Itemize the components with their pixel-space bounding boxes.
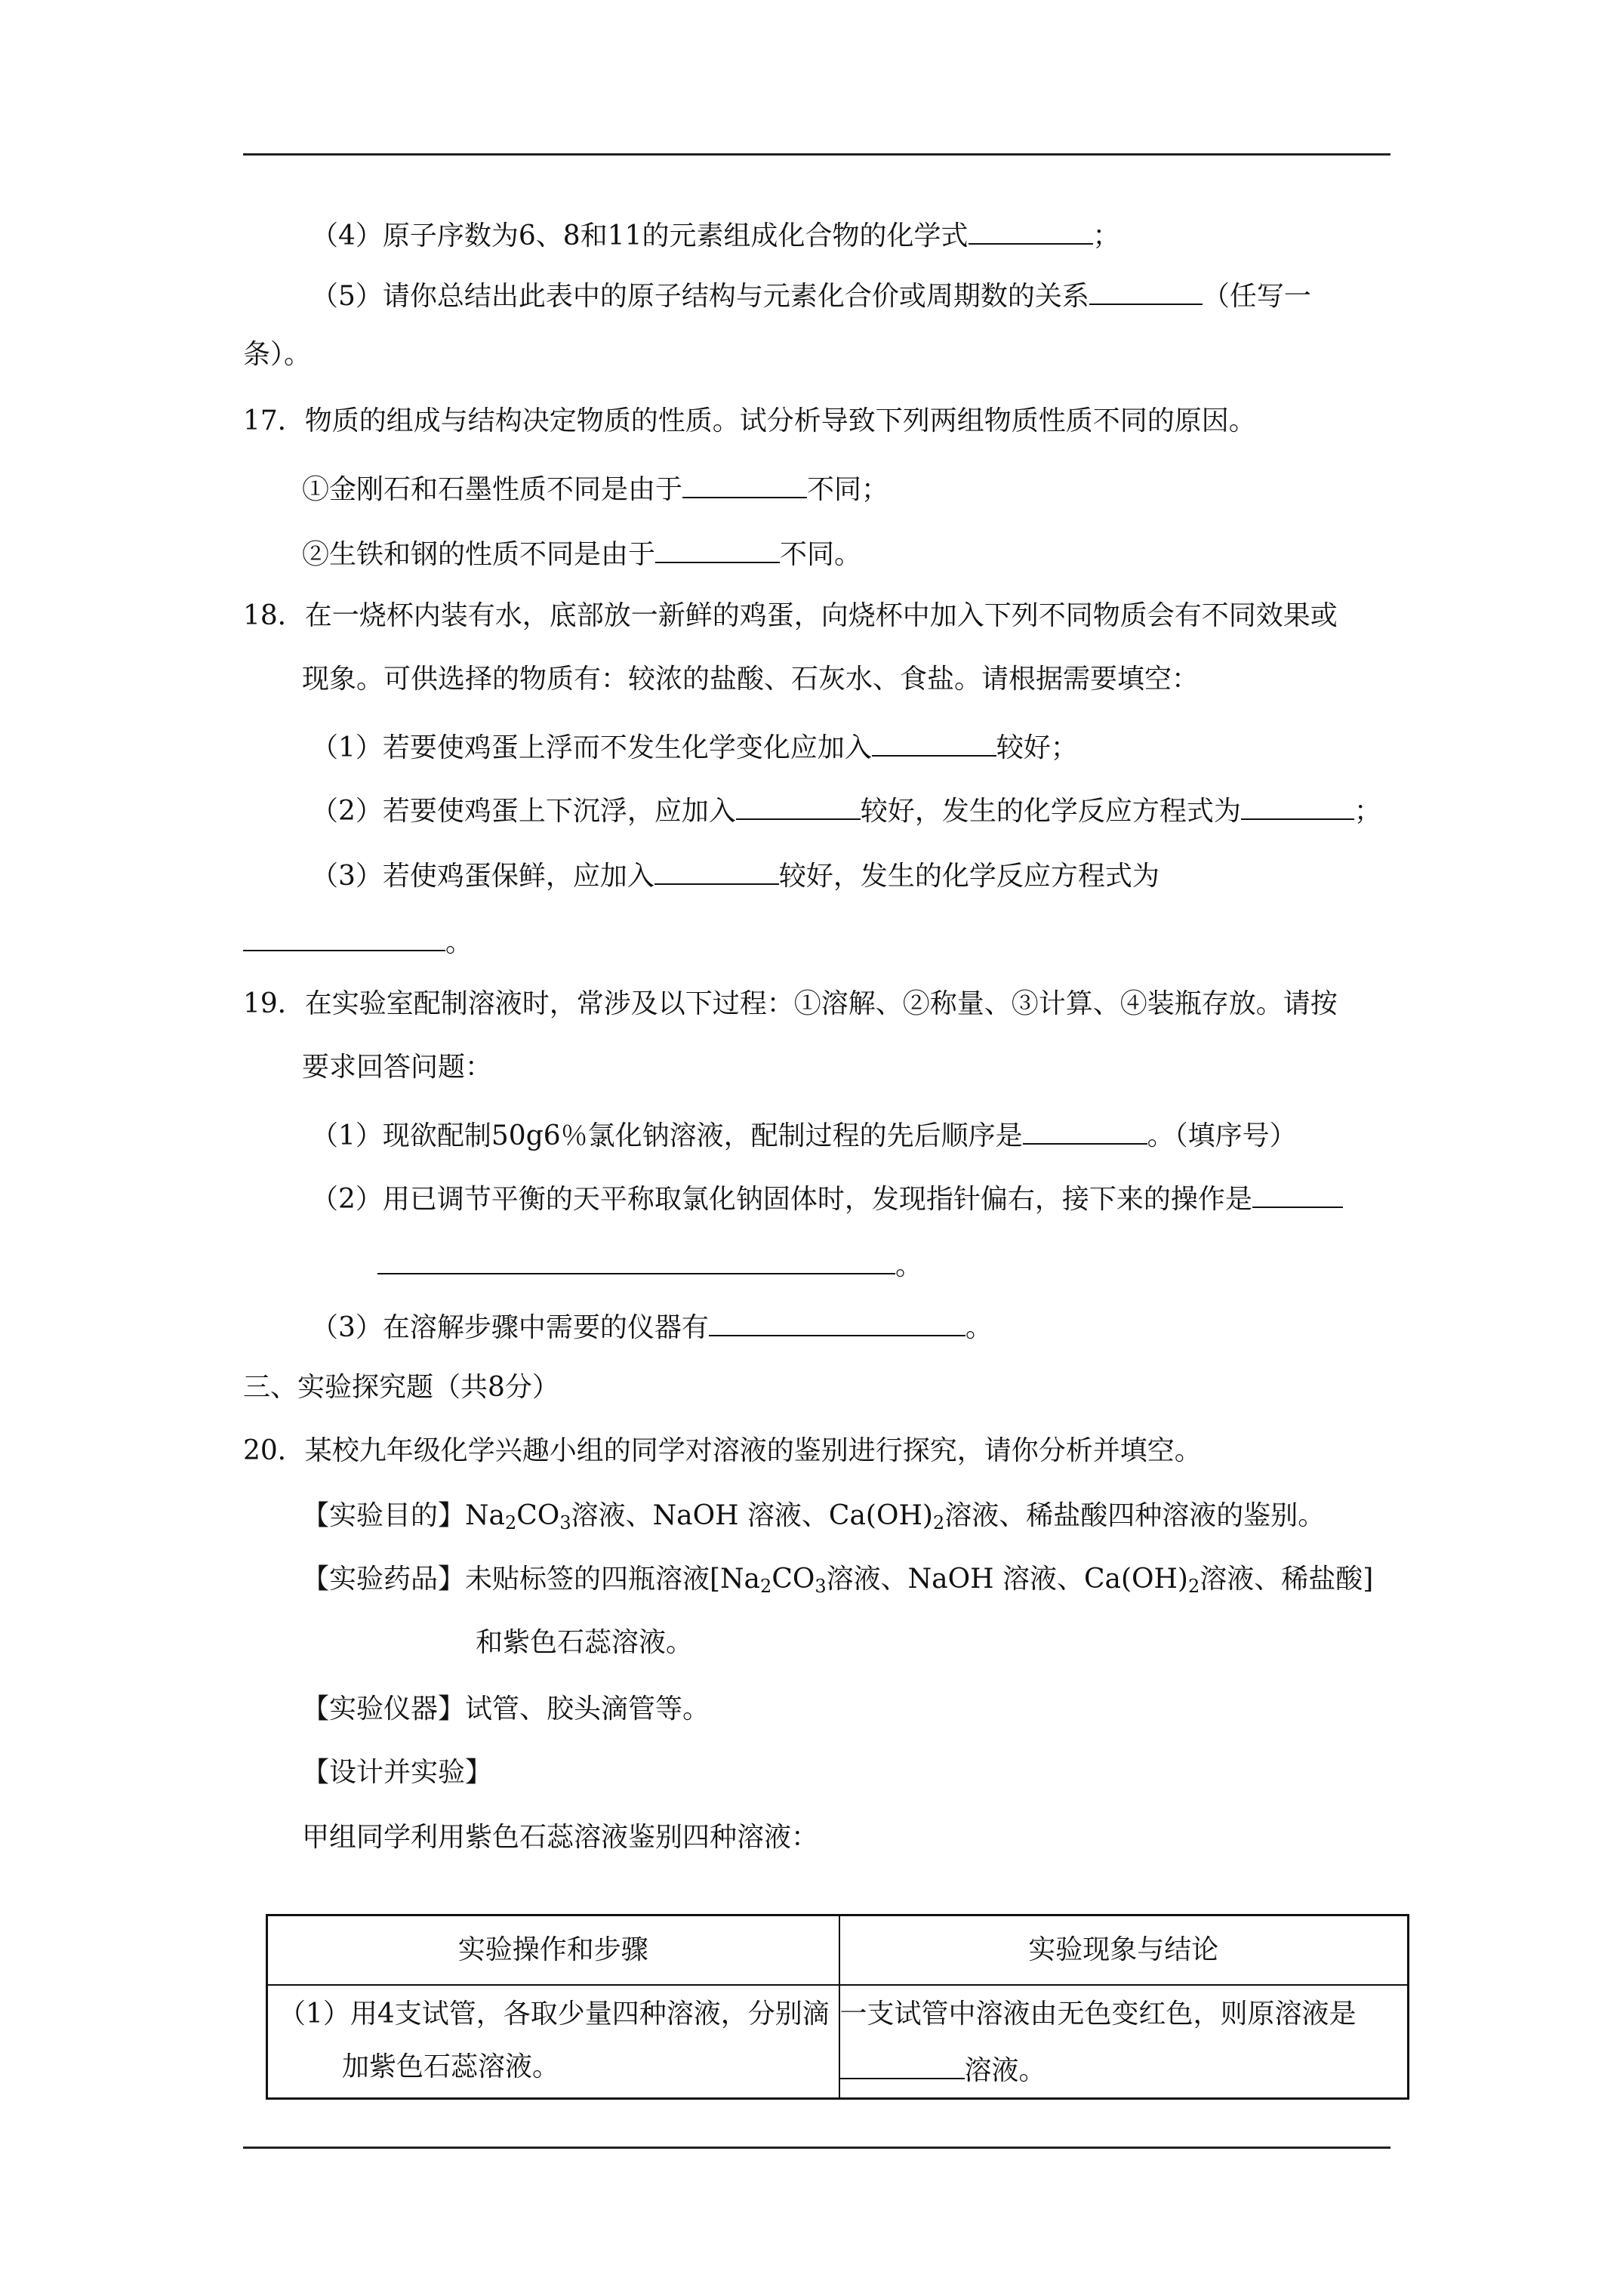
- table-cell-step1: [267, 1985, 839, 2098]
- q18-part2-blank1[interactable]: [736, 790, 861, 820]
- q18-part3-blank2[interactable]: [243, 921, 445, 951]
- q19-part3-blank[interactable]: [709, 1306, 965, 1336]
- table-cell-step1-line1: （1）用4支试管，各取少量四种溶液，分别滴: [279, 1999, 830, 2029]
- q20-group-a: [302, 1820, 818, 1856]
- q16-part5: [311, 275, 1311, 315]
- q17-stem-text: 17．物质的组成与结构决定物质的性质。试分析导致下列两组物质性质不同的原因。: [243, 405, 1256, 436]
- q18-stem-line1: [243, 598, 1338, 634]
- q18-part2-text: （2）若要使鸡蛋上下沉浮，应加入: [311, 796, 736, 827]
- q17-part-b-blank[interactable]: [655, 533, 780, 563]
- table-cell-result1-line1: 一支试管中溶液由无色变红色，则原溶液是: [839, 1999, 1357, 2029]
- q20-aim: [302, 1498, 1325, 1534]
- q19-part3: [311, 1306, 993, 1346]
- q19-part2: [311, 1178, 1343, 1218]
- q17-stem: [243, 403, 1256, 439]
- q20-drugs-text0: 未贴标签的四瓶溶液[Na: [465, 1564, 761, 1595]
- q19-part2-cont: [377, 1244, 922, 1284]
- q19-stem-line1: [243, 986, 1338, 1022]
- table-cell-result1-end: 溶液。: [964, 2055, 1046, 2086]
- section-3-title: [243, 1370, 559, 1406]
- table-row: [267, 1985, 1409, 2098]
- q18-part1-blank[interactable]: [872, 726, 996, 757]
- q19-part2-blank2[interactable]: [377, 1244, 895, 1274]
- q18-part1-text: （1）若要使鸡蛋上浮而不发生化学变化应加入: [311, 732, 872, 763]
- q20-drugs-co-sub: 3: [815, 1576, 827, 1597]
- q20-aim-na: Na: [465, 1500, 505, 1531]
- q18-part2-mid: 较好，发生的化学反应方程式为: [860, 796, 1241, 827]
- q17-part-b-end: 不同。: [780, 539, 862, 570]
- q18-part1-end: 较好；: [996, 732, 1078, 763]
- q18-part3-blank1[interactable]: [654, 855, 779, 885]
- q20-drugs-na-sub: 2: [760, 1576, 772, 1597]
- q18-part2: [311, 790, 1381, 830]
- q20-instruments-text: 试管、胶头滴管等。: [465, 1693, 710, 1724]
- q20-drugs-text1: CO: [771, 1564, 815, 1595]
- q19-stem-line1-text: 19．在实验室配制溶液时，常涉及以下过程：①溶解、②称量、③计算、④装瓶存放。请按: [243, 988, 1338, 1019]
- q20-design: [302, 1755, 492, 1791]
- q17-part-a-blank[interactable]: [682, 468, 807, 498]
- q18-part3-end: 较好，发生的化学反应方程式为: [778, 861, 1160, 892]
- table-cell-step1-line2: 加紫色石蕊溶液。: [342, 2051, 560, 2082]
- q18-part3: [311, 855, 1160, 895]
- q18-part2-blank2[interactable]: [1241, 790, 1354, 820]
- q18-part3-text: （3）若使鸡蛋保鲜，应加入: [311, 861, 654, 892]
- q20-aim-co: CO: [516, 1500, 560, 1531]
- q20-aim-na-sub: 2: [504, 1512, 517, 1533]
- q17-part-a-end: 不同；: [807, 474, 889, 505]
- q16-part5-blank[interactable]: [1089, 275, 1203, 305]
- q20-instruments: [302, 1691, 710, 1727]
- q20-drugs-label: 【实验药品】: [302, 1564, 466, 1595]
- q16-part5-cont-text: 条）。: [243, 339, 312, 370]
- q19-part3-end: 。: [965, 1312, 993, 1343]
- q18-part3-cont: [243, 921, 473, 961]
- header-rule: [243, 153, 1390, 156]
- q20-drugs-cont-text: 和紫色石蕊溶液。: [476, 1627, 694, 1658]
- table-cell-result1-line2: [840, 2049, 1408, 2089]
- q19-part1: [311, 1114, 1297, 1154]
- q20-drugs-oh-sub: 2: [1187, 1576, 1200, 1597]
- q20-instruments-label: 【实验仪器】: [302, 1693, 466, 1724]
- q19-part2-text: （2）用已调节平衡的天平称取氯化钠固体时，发现指针偏右，接下来的操作是: [311, 1184, 1252, 1215]
- q20-aim-co-sub: 3: [559, 1512, 571, 1533]
- q19-part1-end: 。（填序号）: [1147, 1120, 1297, 1151]
- q17-part-a: [302, 468, 888, 508]
- q20-stem-text: 20．某校九年级化学兴趣小组的同学对溶液的鉴别进行探究，请你分析并填空。: [243, 1435, 1202, 1466]
- q16-part4: [311, 214, 1120, 254]
- q20-aim-text2: 溶液、稀盐酸四种溶液的鉴别。: [944, 1500, 1326, 1531]
- q20-drugs-cont: [476, 1625, 693, 1661]
- q19-part2-cont-end: 。: [895, 1250, 923, 1281]
- q20-aim-oh-sub: 2: [932, 1512, 945, 1533]
- q19-part2-blank1[interactable]: [1252, 1178, 1343, 1208]
- q19-part1-text: （1）现欲配制50g6％氯化钠溶液，配制过程的先后顺序是: [311, 1120, 1023, 1151]
- q20-drugs-text2: 溶液、NaOH 溶液、Ca(OH): [826, 1564, 1188, 1595]
- q16-part5-text: （5）请你总结出此表中的原子结构与元素化合价或周期数的关系: [311, 281, 1089, 312]
- table-header-row: [267, 1915, 1409, 1986]
- q19-part3-text: （3）在溶解步骤中需要的仪器有: [311, 1312, 709, 1343]
- q17-part-b-text: ②生铁和钢的性质不同是由于: [302, 539, 656, 570]
- table-cell-result1: [839, 1985, 1409, 2098]
- q17-part-a-text: ①金刚石和石墨性质不同是由于: [302, 474, 683, 505]
- q20-drugs: [302, 1561, 1373, 1598]
- q20-aim-text1: 溶液、NaOH 溶液、Ca(OH): [571, 1500, 933, 1531]
- q16-part4-text: （4）原子序数为6、8和11的元素组成化合物的化学式: [311, 220, 969, 251]
- table-header-results: 实验现象与结论: [839, 1915, 1409, 1986]
- q18-stem-line1-text: 18．在一烧杯内装有水，底部放一新鲜的鸡蛋，向烧杯中加入下列不同物质会有不同效果或: [243, 600, 1338, 631]
- q20-group-a-text: 甲组同学利用紫色石蕊溶液鉴别四种溶液：: [302, 1822, 819, 1853]
- table-cell-result1-blank[interactable]: [840, 2049, 965, 2079]
- section-3-title-text: 三、实验探究题（共8分）: [243, 1372, 559, 1403]
- q16-part4-end: ；: [1092, 220, 1120, 251]
- q16-part5-cont: [243, 337, 311, 373]
- q18-part1: [311, 726, 1078, 766]
- q20-stem: [243, 1433, 1202, 1469]
- footer-rule: [243, 2147, 1390, 2149]
- q18-part2-end: ；: [1354, 796, 1381, 827]
- q19-part1-blank[interactable]: [1023, 1114, 1147, 1145]
- q18-part3-cont-end: 。: [445, 927, 473, 958]
- q18-stem-line2: [302, 661, 1199, 698]
- q20-design-label: 【设计并实验】: [302, 1757, 493, 1788]
- q16-part5-end: （任写一: [1202, 281, 1311, 312]
- q20-aim-label: 【实验目的】: [302, 1500, 466, 1531]
- q18-stem-line2-text: 现象。可供选择的物质有：较浓的盐酸、石灰水、食盐。请根据需要填空：: [302, 664, 1200, 695]
- experiment-table: [266, 1914, 1409, 2100]
- q17-part-b: [302, 533, 861, 573]
- table-header-steps: 实验操作和步骤: [267, 1915, 839, 1986]
- q16-part4-blank[interactable]: [969, 214, 1093, 245]
- q20-drugs-text3: 溶液、稀盐酸]: [1200, 1564, 1374, 1595]
- q19-stem-line2: [302, 1049, 492, 1086]
- q19-stem-line2-text: 要求回答问题：: [302, 1052, 493, 1083]
